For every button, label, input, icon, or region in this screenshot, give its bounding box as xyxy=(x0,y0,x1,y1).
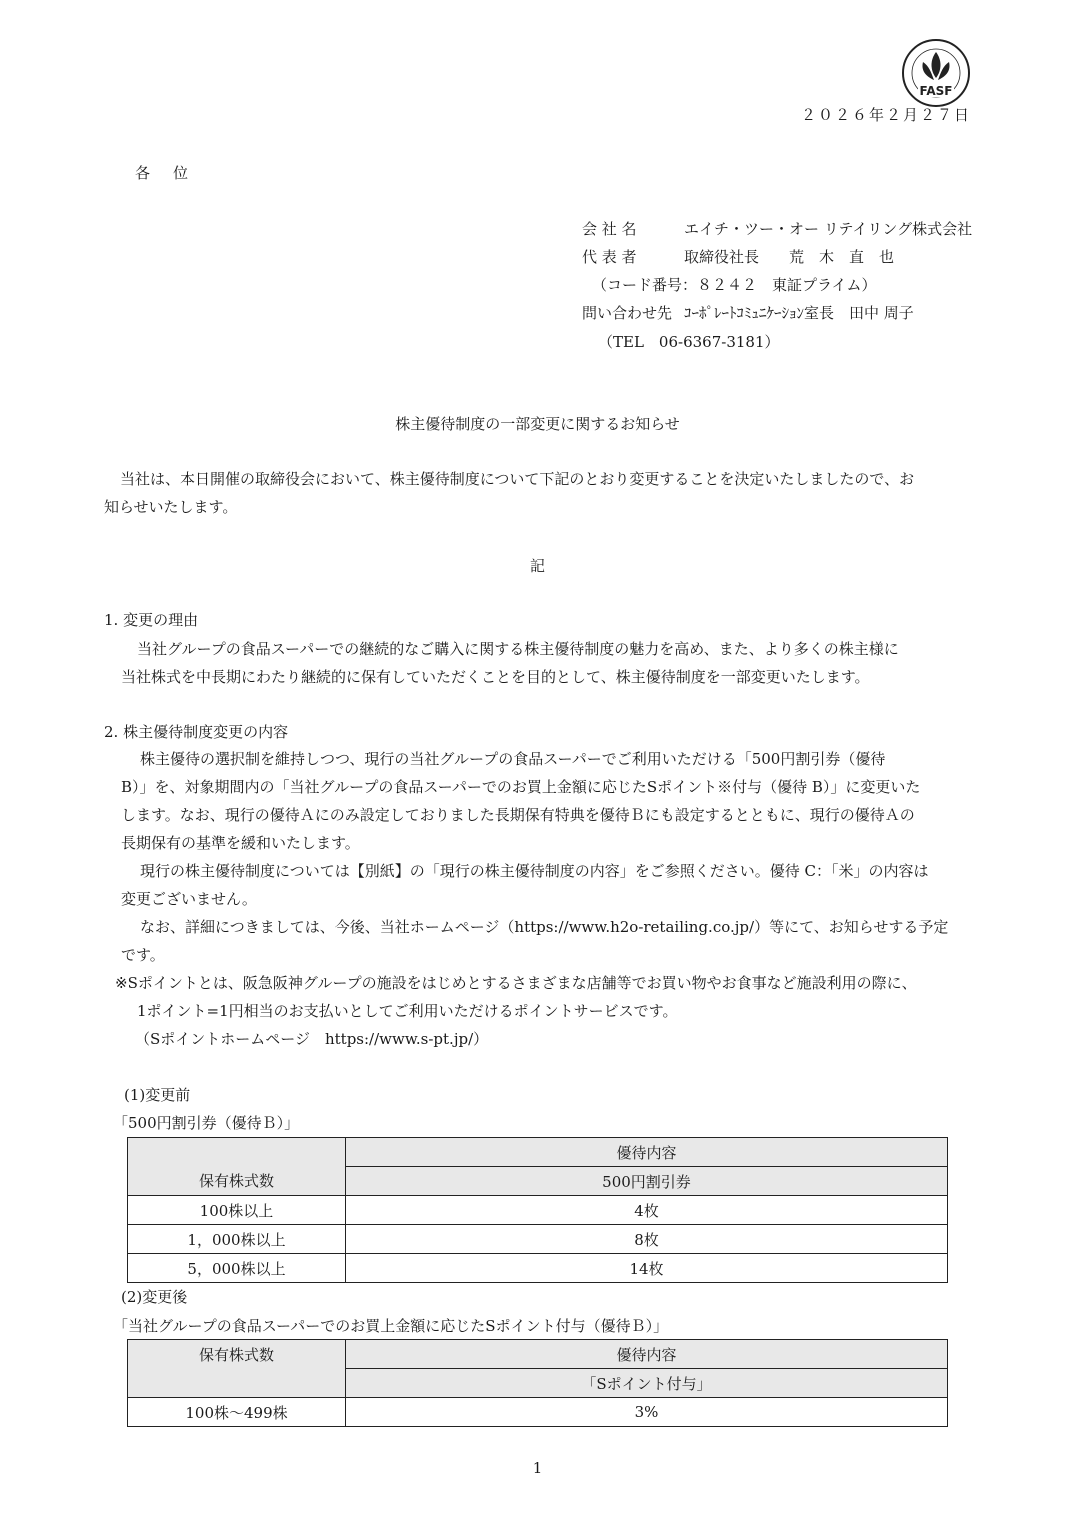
company-name-label: 会 社 名 xyxy=(582,220,637,238)
value-cell: 3% xyxy=(346,1398,948,1427)
stock-code: （コード番号：８２４２ 東証プライム） xyxy=(592,276,877,294)
intro-paragraph xyxy=(104,465,914,521)
contact-phone: （TEL 06-6367-3181） xyxy=(598,333,780,351)
section2-p1 xyxy=(121,745,920,857)
contact-label: 問い合わせ先 xyxy=(582,304,673,322)
col-header-benefit: 優待内容 xyxy=(346,1138,948,1167)
col-header-shares: 保有株式数 xyxy=(128,1138,346,1196)
section2-p3 xyxy=(121,913,948,969)
value-cell: 4枚 xyxy=(346,1196,948,1225)
contact-person: ｺｰﾎﾟﾚｰﾄｺﾐｭﾆｹｰｼｮﾝ室長 田中 周子 xyxy=(684,304,914,322)
before-label: (1)変更前 xyxy=(124,1086,191,1104)
col-subheader: 500円割引券 xyxy=(346,1167,948,1196)
representative-label: 代 表 者 xyxy=(582,248,637,266)
ki-heading: 記 xyxy=(529,557,545,575)
note-line: 1ポイント=1円相当のお支払いとしてご利用いただけるポイントサービスです。 xyxy=(137,1002,678,1020)
section1-line: 当社株式を中長期にわたり継続的に保有していただくことを目的として、株主優待制度を一部変更いたします。 xyxy=(121,668,870,686)
logo-text: FASF xyxy=(919,84,953,98)
document-title: 株主優待制度の一部変更に関するお知らせ xyxy=(395,415,680,433)
table-row xyxy=(128,1196,948,1225)
section2-line: 現行の株主優待制度については【別紙】の「現行の株主優待制度の内容」をご参照ください。優待 C：「米」の内容は xyxy=(140,862,929,880)
col-header-benefit: 優待内容 xyxy=(346,1340,948,1369)
section2-line: B）」を、対象期間内の「当社グループの食品スーパーでのお買上金額に応じたSポイント※付与（優待 B）」に変更いた xyxy=(121,778,921,796)
section2-p2 xyxy=(121,857,928,913)
before-caption: 「500円割引券（優待Ｂ）」 xyxy=(113,1114,300,1132)
section1-heading: 1. 変更の理由 xyxy=(104,611,199,629)
shares-cell: 5，000株以上 xyxy=(128,1254,346,1283)
addressee: 各 位 xyxy=(135,164,193,182)
shares-cell: 1，000株以上 xyxy=(128,1225,346,1254)
s-point-note xyxy=(115,969,917,1053)
table-row xyxy=(128,1254,948,1283)
section1-body xyxy=(121,635,899,691)
after-label: (2)変更後 xyxy=(121,1288,188,1306)
shares-cell: 100株以上 xyxy=(128,1196,346,1225)
section2-heading: 2. 株主優待制度変更の内容 xyxy=(104,723,289,741)
document-date: ２０２６年２月２７日 xyxy=(800,106,971,124)
intro-line: 知らせいたします。 xyxy=(104,498,238,516)
section2-line: 長期保有の基準を緩和いたします。 xyxy=(121,834,360,852)
after-table xyxy=(127,1339,948,1427)
company-name: エイチ・ツー・オー リテイリング株式会社 xyxy=(684,220,973,238)
table-row xyxy=(128,1225,948,1254)
table-row xyxy=(128,1138,948,1167)
section2-line: です。 xyxy=(121,946,165,964)
before-table xyxy=(127,1137,948,1283)
value-cell: 8枚 xyxy=(346,1225,948,1254)
col-subheader: 「Sポイント付与」 xyxy=(346,1369,948,1398)
after-caption: 「当社グループの食品スーパーでのお買上金額に応じたSポイント付与（優待Ｂ）」 xyxy=(113,1317,669,1335)
note-line: （Sポイントホームページ https://www.s-pt.jp/） xyxy=(135,1030,489,1048)
page-number: 1 xyxy=(532,1459,543,1477)
col-header-shares: 保有株式数 xyxy=(128,1340,346,1398)
intro-line: 当社は、本日開催の取締役会において、株主優待制度について下記のとおり変更することを決定いたしましたので、お xyxy=(120,470,915,488)
shares-cell: 100株～499株 xyxy=(128,1398,346,1427)
value-cell: 14枚 xyxy=(346,1254,948,1283)
section2-line: 変更ございません。 xyxy=(121,890,257,908)
section2-line: 株主優待の選択制を維持しつつ、現行の当社グループの食品スーパーでご利用いただける「500円割引券（優待 xyxy=(140,750,886,768)
section1-line: 当社グループの食品スーパーでの継続的なご購入に関する株主優待制度の魅力を高め、また、より多くの株主様に xyxy=(137,640,899,658)
table-row xyxy=(128,1398,948,1427)
section2-line: なお、詳細につきましては、今後、当社ホームページ（https://www.h2o-retailing.co.jp/）等にて、お知らせする予定 xyxy=(140,918,949,936)
fasf-seal-icon xyxy=(901,38,971,108)
table-row xyxy=(128,1340,948,1369)
section2-line: します。なお、現行の優待Ａにのみ設定しておりました長期保有特典を優待Ｂにも設定するとともに、現行の優待Ａの xyxy=(121,806,915,824)
representative-name: 取締役社長 荒 木 直 也 xyxy=(684,248,895,266)
note-line: ※Sポイントとは、阪急阪神グループの施設をはじめとするさまざまな店舗等でお買い物やお食事など施設利用の際に、 xyxy=(115,974,917,992)
